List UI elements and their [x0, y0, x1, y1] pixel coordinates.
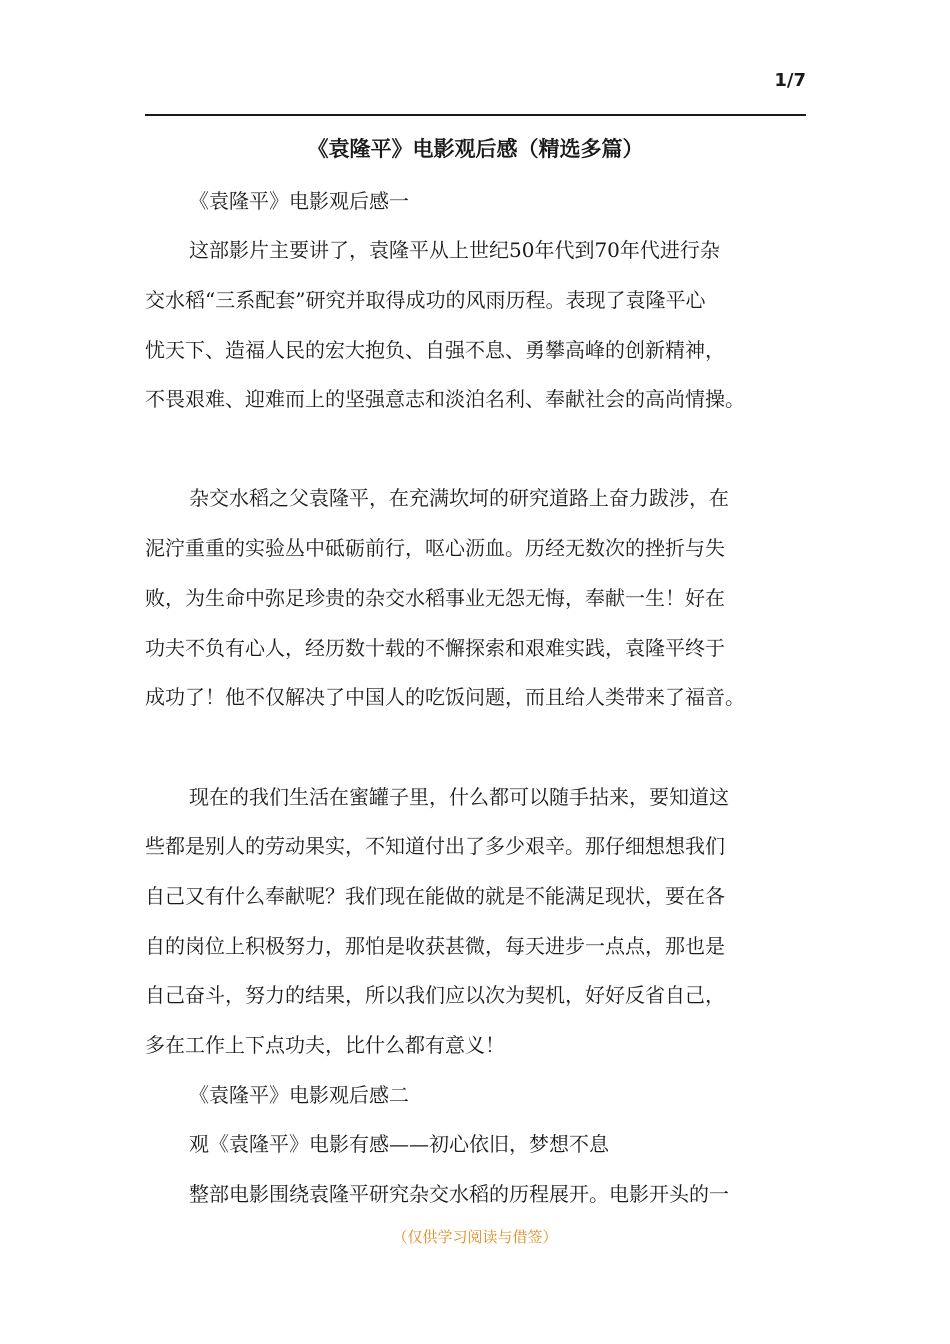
text-line: 些都是别人的劳动果实，不知道付出了多少艰辛。那仔细想想我们: [145, 834, 725, 858]
section-heading-1: 《袁隆平》电影观后感一: [189, 189, 409, 213]
text-line: 自己奋斗，努力的结果，所以我们应以次为契机，好好反省自己，: [145, 983, 725, 1007]
text-line: 忧天下、造福人民的宏大抱负、自强不息、勇攀高峰的创新精神，: [145, 338, 725, 362]
text-line: 功夫不负有心人，经历数十载的不懈探索和艰难实践，袁隆平终于: [145, 636, 725, 660]
text-line: 自己又有什么奉献呢？我们现在能做的就是不能满足现状，要在各: [145, 884, 725, 908]
text-line: 自的岗位上积极努力，那怕是收获甚微，每天进步一点点，那也是: [145, 934, 725, 958]
document-title: 《袁隆平》电影观后感（精选多篇）: [307, 137, 644, 161]
text-line: 这部影片主要讲了，袁隆平从上世纪50年代到70年代进行杂: [189, 238, 720, 262]
text-line: 观《袁隆平》电影有感——初心依旧，梦想不息: [189, 1132, 609, 1156]
text-line: 交水稻“三系配套”研究并取得成功的风雨历程。表现了袁隆平心: [145, 288, 706, 312]
text-line: 现在的我们生活在蜜罐子里，什么都可以随手拈来，要知道这: [189, 785, 729, 809]
text-line: 成功了！他不仅解决了中国人的吃饭问题，而且给人类带来了福音。: [145, 685, 745, 709]
text-line: 多在工作上下点功夫，比什么都有意义！: [145, 1033, 505, 1057]
text-line: 杂交水稻之父袁隆平，在充满坎坷的研究道路上奋力跋涉，在: [189, 486, 729, 510]
text-line: 泥泞重重的实验丛中砥砺前行，呕心沥血。历经无数次的挫折与失: [145, 536, 725, 560]
text-line: 不畏艰难、迎难而上的坚强意志和淡泊名利、奉献社会的高尚情操。: [145, 387, 745, 411]
footer-note: （仅供学习阅读与借签）: [392, 1228, 558, 1246]
section-heading-2: 《袁隆平》电影观后感二: [189, 1083, 409, 1107]
text-line: 败，为生命中弥足珍贵的杂交水稻事业无怨无悔，奉献一生！好在: [145, 586, 725, 610]
text-line: 整部电影围绕袁隆平研究杂交水稻的历程展开。电影开头的一: [189, 1182, 729, 1206]
header-rule: [145, 114, 806, 116]
page-number: 1/7: [774, 70, 806, 91]
